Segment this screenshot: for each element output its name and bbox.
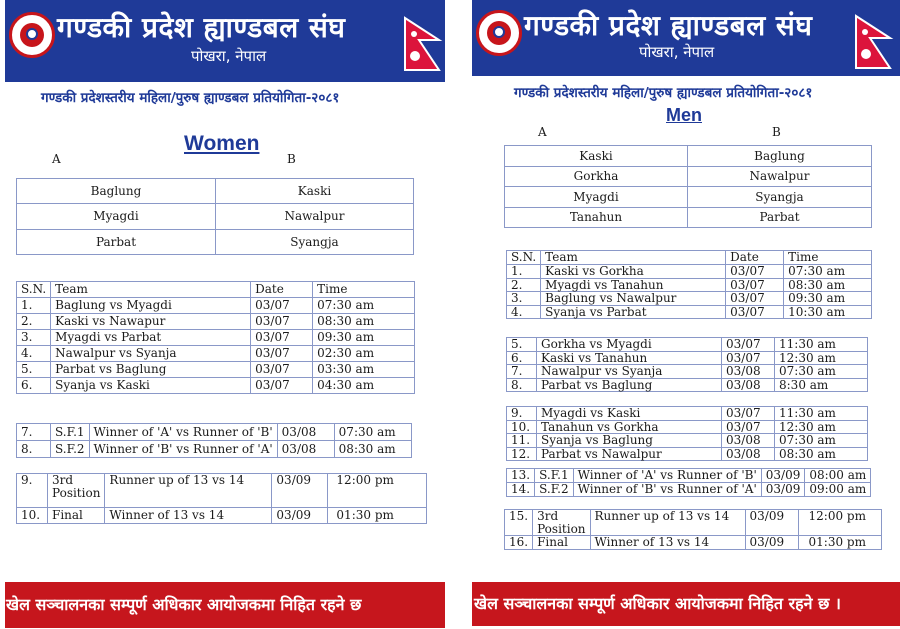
association-location: पोखरा, नेपाल (191, 47, 267, 65)
table-row (17, 346, 415, 362)
match-team: Parbat vs Baglung (51, 362, 251, 378)
match-time: 09:30 am (313, 330, 415, 346)
match-time: 01:30 pm (798, 536, 881, 550)
table-row (17, 298, 415, 314)
table-row (507, 378, 868, 392)
group-cell: Syangja (216, 230, 414, 255)
match-date: 03/09 (272, 508, 328, 524)
match-sn: 9. (17, 474, 48, 508)
nepal-flag-icon (403, 16, 443, 72)
nepal-flag-icon (854, 14, 894, 70)
match-date: 03/09 (761, 469, 805, 483)
match-team: Parbat vs Nawalpur (537, 447, 722, 461)
table-row (507, 420, 868, 434)
women-schedule-panel (5, 0, 445, 629)
match-time: 08:00 am (805, 469, 871, 483)
association-logo-icon (476, 10, 522, 56)
match-time: 08:30 am (775, 447, 868, 461)
association-logo-icon (9, 12, 55, 58)
match-date: 03/07 (722, 338, 775, 352)
match-team: Runner up of 13 vs 14 (590, 510, 745, 536)
match-team: Runner up of 13 vs 14 (105, 474, 272, 508)
men-round1-table (506, 250, 872, 319)
table-row (507, 447, 868, 461)
group-cell: Tanahun (505, 208, 688, 228)
match-team: Winner of 'A' vs Runner of 'B' (89, 424, 277, 441)
table-row (17, 378, 415, 394)
men-section-title: Men (666, 105, 702, 125)
group-cell: Syangja (688, 187, 872, 208)
men-semifinal-table (506, 468, 871, 497)
match-time: 8:30 am (775, 378, 868, 392)
match-team: Winner of 13 vs 14 (105, 508, 272, 524)
men-round2-table (506, 337, 868, 392)
match-time: 07:30 am (775, 365, 868, 379)
footer-notice (472, 582, 900, 626)
men-round3-table (506, 406, 868, 461)
match-date: 03/07 (251, 378, 313, 394)
table-row (507, 351, 868, 365)
match-sn: 13. (507, 469, 535, 483)
association-location: पोखरा, नेपाल (639, 43, 715, 61)
match-sn: 6. (17, 378, 51, 394)
table-row (17, 424, 412, 441)
men-groups-table (504, 145, 872, 228)
match-sn: 2. (507, 278, 541, 292)
match-sn: 3. (507, 292, 541, 306)
match-round: Final (533, 536, 590, 550)
group-cell: Baglung (17, 179, 216, 204)
match-sn: 8. (507, 378, 537, 392)
match-time: 09:30 am (784, 292, 872, 306)
group-cell: Nawalpur (216, 204, 414, 230)
match-sn: 3. (17, 330, 51, 346)
match-sn: 1. (507, 265, 541, 279)
match-date: 03/08 (722, 365, 775, 379)
group-cell: Gorkha (505, 167, 688, 187)
match-date: 03/07 (726, 292, 784, 306)
table-row (505, 146, 872, 167)
match-sn: 14. (507, 483, 535, 497)
match-date: 03/09 (272, 474, 328, 508)
table-row (505, 536, 882, 550)
match-date: 03/09 (761, 483, 805, 497)
match-time: 03:30 am (313, 362, 415, 378)
table-row (507, 407, 868, 421)
table-row (17, 314, 415, 330)
match-sn: 6. (507, 351, 537, 365)
match-date: 03/09 (745, 536, 798, 550)
footer-notice-text: खेल सञ्चालनका सम्पूर्ण अधिकार आयोजकमा निहित रहने छ । (474, 594, 841, 613)
match-sn: 15. (505, 510, 533, 536)
match-sn: 2. (17, 314, 51, 330)
match-time: 12:00 pm (328, 474, 427, 508)
match-time: 04:30 am (313, 378, 415, 394)
match-team: Myagdi vs Kaski (537, 407, 722, 421)
women-groups-table (16, 178, 414, 255)
match-date: 03/08 (722, 434, 775, 448)
match-time: 07:30 am (313, 298, 415, 314)
header-sn: S.N. (17, 282, 51, 298)
match-round: 3rd Position (533, 510, 590, 536)
group-b-label: B (772, 125, 781, 139)
match-round: S.F.2 (535, 483, 574, 497)
match-sn: 1. (17, 298, 51, 314)
match-team: Myagdi vs Tanahun (541, 278, 726, 292)
table-row (505, 187, 872, 208)
match-team: Winner of 'B' vs Runner of 'A' (573, 483, 761, 497)
match-time: 11:30 am (775, 338, 868, 352)
table-row (507, 365, 868, 379)
table-row (507, 278, 872, 292)
match-sn: 11. (507, 434, 537, 448)
match-time: 08:30 am (784, 278, 872, 292)
match-time: 02:30 am (313, 346, 415, 362)
match-time: 10:30 am (784, 305, 872, 319)
match-team: Gorkha vs Myagdi (537, 338, 722, 352)
match-sn: 12. (507, 447, 537, 461)
match-sn: 7. (507, 365, 537, 379)
men-schedule-panel (472, 0, 900, 629)
women-section-title: Women (184, 132, 260, 155)
table-row (507, 469, 871, 483)
match-time: 09:00 am (805, 483, 871, 497)
match-date: 03/07 (251, 330, 313, 346)
match-time: 07:30 am (784, 265, 872, 279)
table-header-row (17, 282, 415, 298)
match-round: 3rd Position (48, 474, 105, 508)
match-sn: 7. (17, 424, 51, 441)
header-banner (5, 0, 445, 82)
match-sn: 9. (507, 407, 537, 421)
match-time: 11:30 am (775, 407, 868, 421)
header-banner (472, 0, 900, 76)
table-row (17, 441, 412, 458)
match-date: 03/07 (251, 314, 313, 330)
group-cell: Parbat (688, 208, 872, 228)
header-time: Time (784, 251, 872, 265)
table-row (507, 434, 868, 448)
match-team: Syanja vs Baglung (537, 434, 722, 448)
group-cell: Kaski (216, 179, 414, 204)
table-row (507, 305, 872, 319)
table-row (17, 204, 414, 230)
match-date: 03/07 (726, 278, 784, 292)
match-date: 03/08 (722, 447, 775, 461)
match-team: Winner of 13 vs 14 (590, 536, 745, 550)
match-team: Parbat vs Baglung (537, 378, 722, 392)
match-sn: 10. (507, 420, 537, 434)
table-row (507, 338, 868, 352)
table-header-row (507, 251, 872, 265)
table-row (17, 474, 427, 508)
match-team: Kaski vs Tanahun (537, 351, 722, 365)
women-semifinal-table (16, 423, 412, 458)
match-date: 03/07 (251, 298, 313, 314)
table-row (507, 292, 872, 306)
match-date: 03/07 (726, 305, 784, 319)
match-date: 03/07 (722, 351, 775, 365)
match-sn: 8. (17, 441, 51, 458)
group-cell: Baglung (688, 146, 872, 167)
match-team: Syanja vs Parbat (541, 305, 726, 319)
header-date: Date (726, 251, 784, 265)
match-sn: 16. (505, 536, 533, 550)
match-sn: 4. (17, 346, 51, 362)
association-title: गण्डकी प्रदेश ह्याण्डबल संघ (524, 9, 813, 42)
table-row (17, 179, 414, 204)
footer-notice (5, 582, 445, 628)
group-b-label: B (287, 152, 296, 166)
match-date: 03/08 (722, 378, 775, 392)
match-sn: 4. (507, 305, 541, 319)
match-time: 08:30 am (334, 441, 411, 458)
match-round: S.F.2 (51, 441, 90, 458)
match-time: 01:30 pm (328, 508, 427, 524)
match-sn: 5. (17, 362, 51, 378)
match-team: Syanja vs Kaski (51, 378, 251, 394)
group-cell: Myagdi (17, 204, 216, 230)
group-cell: Parbat (17, 230, 216, 255)
match-time: 12:00 pm (798, 510, 881, 536)
table-row (507, 265, 872, 279)
association-title: गण्डकी प्रदेश ह्याण्डबल संघ (57, 11, 346, 44)
match-time: 12:30 am (775, 420, 868, 434)
women-league-table (16, 281, 415, 394)
match-time: 07:30 am (775, 434, 868, 448)
match-round: S.F.1 (51, 424, 90, 441)
match-date: 03/07 (722, 407, 775, 421)
match-date: 03/07 (722, 420, 775, 434)
group-cell: Myagdi (505, 187, 688, 208)
table-row (17, 230, 414, 255)
header-sn: S.N. (507, 251, 541, 265)
match-team: Baglung vs Myagdi (51, 298, 251, 314)
table-row (507, 483, 871, 497)
match-round: Final (48, 508, 105, 524)
match-team: Winner of 'B' vs Runner of 'A' (89, 441, 277, 458)
match-team: Tanahun vs Gorkha (537, 420, 722, 434)
group-a-label: A (52, 152, 61, 166)
footer-notice-text: खेल सञ्चालनका सम्पूर्ण अधिकार आयोजकमा निहित रहने छ (6, 595, 362, 614)
match-team: Kaski vs Nawapur (51, 314, 251, 330)
women-final-table (16, 473, 427, 524)
header-team: Team (541, 251, 726, 265)
header-date: Date (251, 282, 313, 298)
header-team: Team (51, 282, 251, 298)
table-row (505, 208, 872, 228)
match-team: Baglung vs Nawalpur (541, 292, 726, 306)
match-date: 03/07 (251, 346, 313, 362)
match-date: 03/07 (726, 265, 784, 279)
match-sn: 5. (507, 338, 537, 352)
table-row (17, 330, 415, 346)
match-team: Nawalpur vs Syanja (51, 346, 251, 362)
match-team: Nawalpur vs Syanja (537, 365, 722, 379)
table-row (505, 510, 882, 536)
match-round: S.F.1 (535, 469, 574, 483)
match-date: 03/09 (745, 510, 798, 536)
match-sn: 10. (17, 508, 48, 524)
match-team: Myagdi vs Parbat (51, 330, 251, 346)
match-date: 03/08 (277, 424, 334, 441)
header-time: Time (313, 282, 415, 298)
match-time: 08:30 am (313, 314, 415, 330)
group-cell: Nawalpur (688, 167, 872, 187)
match-team: Winner of 'A' vs Runner of 'B' (573, 469, 761, 483)
table-row (505, 167, 872, 187)
group-a-label: A (538, 125, 547, 139)
men-final-table (504, 509, 882, 550)
tournament-title: गण्डकी प्रदेशस्तरीय महिला/पुरुष ह्याण्डबल प्रतियोगिता-२०८१ (514, 85, 813, 101)
match-date: 03/07 (251, 362, 313, 378)
match-time: 07:30 am (334, 424, 411, 441)
group-cell: Kaski (505, 146, 688, 167)
table-row (17, 362, 415, 378)
match-time: 12:30 am (775, 351, 868, 365)
match-team: Kaski vs Gorkha (541, 265, 726, 279)
table-row (17, 508, 427, 524)
match-date: 03/08 (277, 441, 334, 458)
tournament-title: गण्डकी प्रदेशस्तरीय महिला/पुरुष ह्याण्डबल प्रतियोगिता-२०८१ (41, 90, 340, 106)
